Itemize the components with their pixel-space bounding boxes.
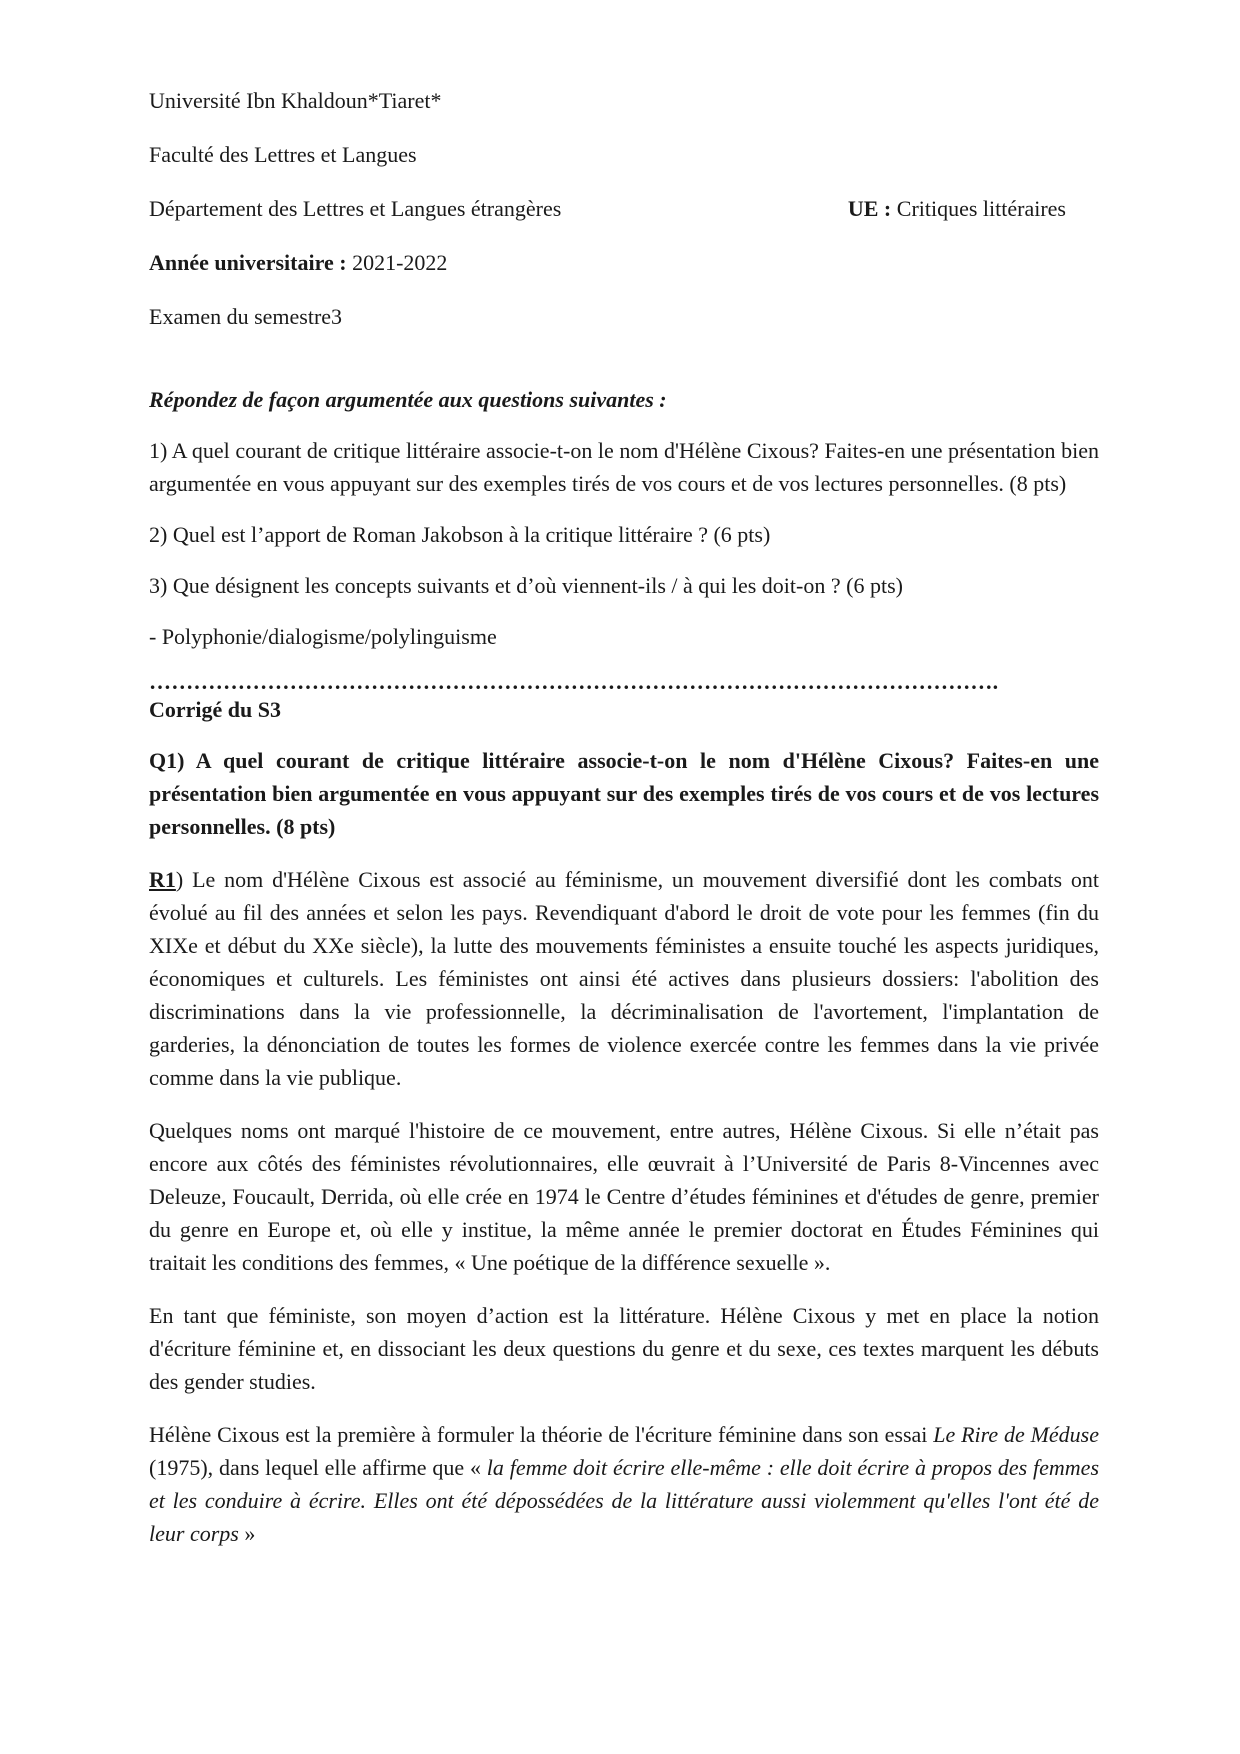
department-name: Département des Lettres et Langues étrangères (149, 196, 562, 221)
faculty-name: Faculté des Lettres et Langues (149, 142, 417, 167)
para4-intro: Hélène Cixous est la première à formuler la théorie de l'écriture féminine dans son essai (149, 1422, 934, 1447)
exam-instruction: Répondez de façon argumentée aux questions suivantes : (149, 387, 667, 412)
cixous-quote: la femme doit écrire elle-même : elle doit écrire à propos des femmes et les conduire à écrire. Elles ont été dépossédées de la littérature aussi violemment qu'elles l'ont été de leur corps (149, 1455, 1100, 1546)
answer-paragraph-2: Quelques noms ont marqué l'histoire de ce mouvement, entre autres, Hélène Cixous. Si elle n’était pas encore aux côtés des féministes révolutionnaires, elle œuvrait à l’Université de Paris 8-Vincennes avec Deleuze, Foucault, Derrida, où elle crée en 1974 le Centre d’études féminines et d'études de genre, premier du genre en Europe et, où elle y institue, la même année le premier doctorat en Études Féminines qui traitait les conditions des femmes, « Une poétique de la différence sexuelle ». (149, 1118, 1099, 1275)
para4-end: » (238, 1521, 256, 1546)
ue-line (848, 192, 1066, 225)
answer-label: R1 (149, 867, 176, 892)
document-page (149, 84, 1099, 1570)
exam-question-2: 2) Quel est l’apport de Roman Jakobson à la critique littéraire ? (6 pts) (149, 522, 771, 547)
ue-value: Critiques littéraires (896, 196, 1066, 221)
exam-question-3-item: - Polyphonie/dialogisme/polylinguisme (149, 624, 497, 649)
correction-question-1: Q1) A quel courant de critique littéraire associe-t-on le nom d'Hélène Cixous? Faites-en une présentation bien argumentée en vous appuyant sur des exemples tirés de vos cours et de vos lectures personnelles. (8 pts) (149, 748, 1099, 839)
year-label: Année universitaire : (149, 250, 347, 275)
academic-year (149, 246, 1099, 279)
para4-middle: (1975), dans lequel elle affirme que « (149, 1455, 487, 1480)
dotted-separator: ……………………………………………………………………………………………………. (149, 671, 999, 693)
correction-title: Corrigé du S3 (149, 697, 281, 722)
ue-label: UE : (847, 196, 892, 221)
exam-question-3: 3) Que désignent les concepts suivants et d’où viennent-ils / à qui les doit-on ? (6 pts) (149, 573, 903, 598)
exam-question-1: 1) A quel courant de critique littéraire associe-t-on le nom d'Hélène Cixous? Faites-en une présentation bien argumentée en vous appuyant sur des exemples tirés de vos cours et de vos lectures personnelles. (8 pts) (149, 438, 1099, 496)
answer-paragraph-3: En tant que féministe, son moyen d’action est la littérature. Hélène Cixous y met en place la notion d'écriture féminine et, en dissociant les deux questions du genre et du sexe, ces textes marquent les débuts des gender studies. (149, 1303, 1099, 1394)
answer-text: ) Le nom d'Hélène Cixous est associé au féminisme, un mouvement diversifié dont les combats ont évolué au fil des années et selon les pays. Revendiquant d'abord le droit de vote pour les femmes (fin du XIXe et début du XXe siècle), la lutte des mouvements féministes a ensuite touché les aspects juridiques, économiques et culturels. Les féministes ont ainsi été actives dans plusieurs dossiers: l'abolition des discriminations dans la vie professionnelle, la décriminalisation de l'avortement, l'implantation de garderies, la dénonciation de toutes les formes de violence exercée contre les femmes dans la vie privée comme dans la vie publique. (149, 867, 1099, 1090)
year-value: 2021-2022 (352, 250, 448, 275)
answer-paragraph-1 (149, 863, 1099, 1094)
exam-title: Examen du semestre3 (149, 304, 343, 329)
answer-paragraph-4 (149, 1418, 1099, 1550)
essay-title: Le Rire de Méduse (933, 1422, 1099, 1447)
department-row (149, 192, 1099, 225)
university-name: Université Ibn Khaldoun*Tiaret* (149, 88, 442, 113)
